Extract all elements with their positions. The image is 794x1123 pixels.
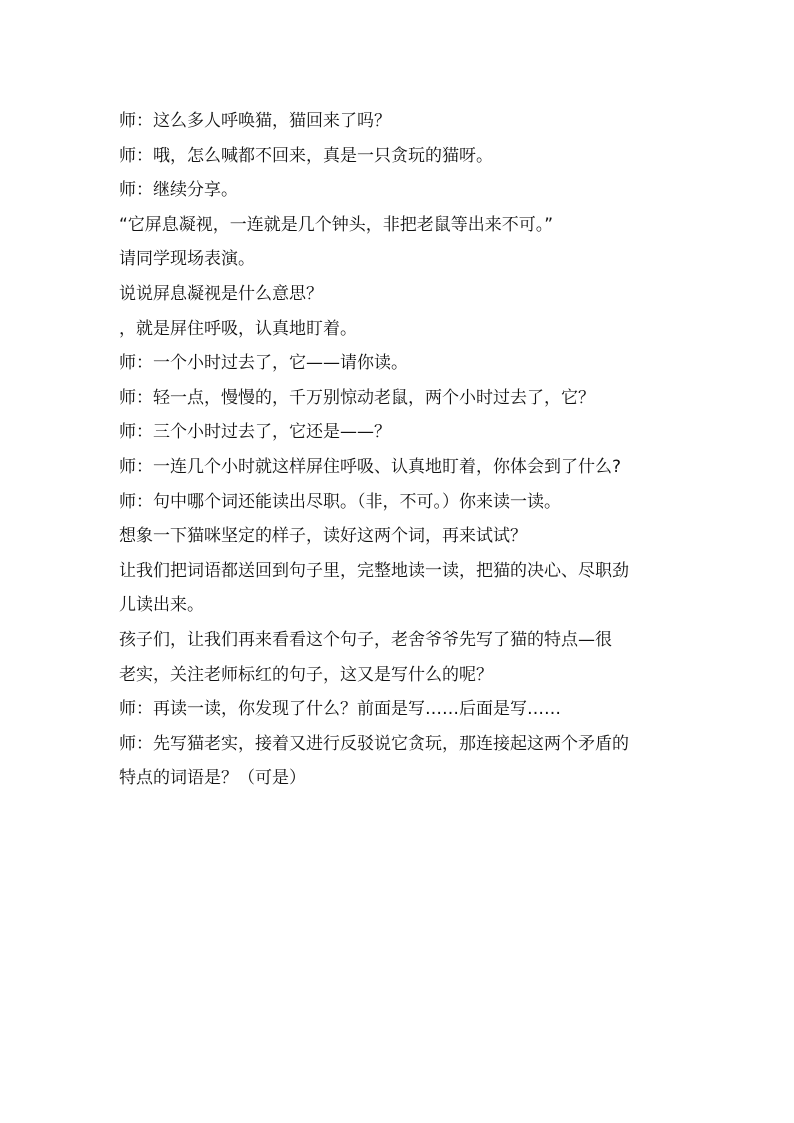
- text-line: 请同学现场表演。: [119, 249, 255, 270]
- text-line: 师：再读一读，你发现了什么？前面是写……后面是写……: [119, 699, 561, 720]
- text-line: 师：一个小时过去了，它——请你读。: [119, 353, 408, 374]
- text-line: 让我们把词语都送回到句子里，完整地读一读，把猫的决心、尽职劲: [119, 560, 629, 581]
- text-line: 孩子们，让我们再来看看这个句子，老舍爷爷先写了猫的特点—很: [119, 629, 612, 650]
- text-line: 师：句中哪个词还能读出尽职。（非，不可。）你来读一读。: [119, 491, 561, 512]
- text-line: 师：继续分享。: [119, 180, 238, 201]
- text-line: ，就是屏住呼吸，认真地盯着。: [119, 318, 357, 339]
- text-line: 师：先写猫老实，接着又进行反驳说它贪玩，那连接起这两个矛盾的: [119, 733, 629, 754]
- text-line: “它屏息凝视，一连就是几个钟头，非把老鼠等出来不可。”: [119, 214, 554, 235]
- document-body: [119, 104, 689, 796]
- text-line: 师：三个小时过去了，它还是——？: [119, 422, 391, 443]
- text-line: 师：一连几个小时就这样屏住呼吸、认真地盯着，你体会到了什么?: [119, 456, 622, 477]
- text-line: 师：这么多人呼唤猫，猫回来了吗？: [119, 111, 391, 131]
- text-line: 特点的词语是？（可是）: [119, 768, 306, 789]
- text-line: 师：哦，怎么喊都不回来，真是一只贪玩的猫呀。: [119, 145, 493, 166]
- text-line: 老实，关注老师标红的句子，这又是写什么的呢？: [119, 664, 493, 685]
- text-line: 想象一下猫咪坚定的样子，读好这两个词，再来试试？: [119, 526, 527, 547]
- text-line: 师：轻一点，慢慢的，千万别惊动老鼠，两个小时过去了，它？: [119, 387, 595, 408]
- text-line: 儿读出来。: [119, 595, 204, 616]
- text-line: 说说屏息凝视是什么意思？: [119, 283, 323, 304]
